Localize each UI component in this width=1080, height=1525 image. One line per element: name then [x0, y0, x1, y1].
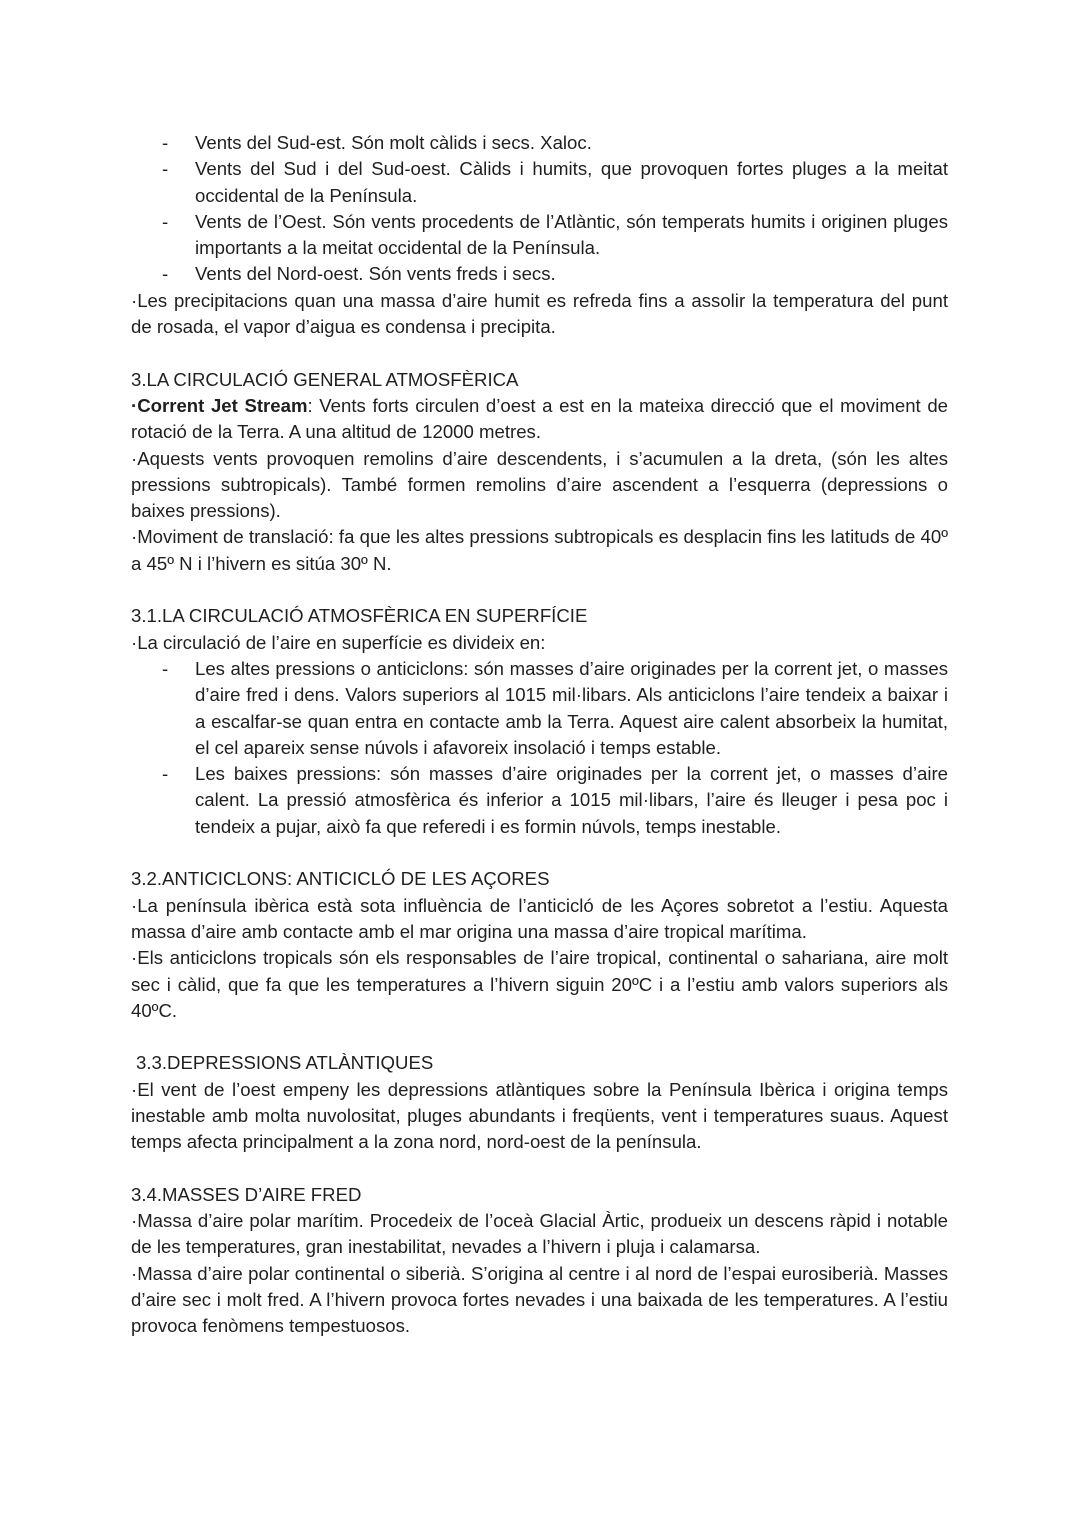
list-item: - Les altes pressions o anticiclons: són masses d’aire originades per la corrent jet, o masses d’aire fred i dens. Valors superiors al 1015 mil·libars. Als anticiclons l’aire tendeix a baixar i a escalfar-se quan entra en contacte amb la Terra. Aquest aire calent absorbeix la humitat, el cel apareix sense núvols i afavoreix insolació i temps estable. [131, 656, 948, 761]
section-3-3-title: 3.3.DEPRESSIONS ATLÀNTIQUES [136, 1052, 434, 1074]
section-3-1-intro: ·La circulació de l’aire en superfície es divideix en: [131, 631, 546, 653]
jet-stream-term: ·Corrent Jet Stream [131, 394, 308, 416]
list-item: - Vents del Sud-est. Són molt càlids i secs. Xaloc. [131, 130, 948, 156]
section-3-paragraph: ·Moviment de translació: fa que les altes pressions subtropicals es desplacin fins les latituds de 40º a 45º N i l’hivern es sitúa 30º N. [131, 526, 948, 574]
jet-stream-paragraph [131, 393, 948, 446]
section-3-1-title: 3.1.LA CIRCULACIÓ ATMOSFÈRICA EN SUPERFÍCIE [131, 605, 588, 627]
section-3-paragraph: ·Aquests vents provoquen remolins d’aire descendents, i s’acumulen a la dreta, (són les altes pressions subtropicals). També formen remolins d’aire ascendent a l’esquerra (depressions o baixes pressions). [131, 447, 948, 522]
section-3-3-paragraph: ·El vent de l’oest empeny les depressions atlàntiques sobre la Península Ibèrica i origina temps inestable amb molta nuvolositat, pluges abundants i freqüents, vent i temperatures suaus. Aquest temps afecta principalment a la zona nord, nord-oest de la península. [131, 1078, 948, 1153]
pressure-list [131, 656, 948, 840]
winds-list [131, 130, 948, 288]
section-3-2-title: 3.2.ANTICICLONS: ANTICICLÓ DE LES AÇORES [131, 868, 550, 890]
section-3-title: 3.LA CIRCULACIÓ GENERAL ATMOSFÈRICA [131, 368, 519, 390]
jet-stream-text: : Vents forts circulen d’oest a est en la mateixa direcció que el moviment de rotació de la Terra. A una altitud de 12000 metres. [131, 394, 949, 443]
list-item: - Vents del Sud i del Sud-oest. Càlids i humits, que provoquen fortes pluges a la meitat occidental de la Península. [131, 156, 948, 209]
document-page [131, 130, 948, 1340]
section-3-4-title: 3.4.MASSES D’AIRE FRED [131, 1183, 362, 1205]
section-3-4-paragraph: ·Massa d’aire polar continental o siberià. S’origina al centre i al nord de l’espai eurosiberià. Masses d’aire sec i molt fred. A l’hivern provoca fortes nevades i una baixada de les temperatures. A l’estiu provoca fenòmens tempestuosos. [131, 1262, 948, 1337]
list-item: - Vents del Nord-oest. Són vents freds i secs. [131, 261, 948, 287]
list-item: - Vents de l’Oest. Són vents procedents de l’Atlàntic, són temperats humits i originen pluges importants a la meitat occidental de la Península. [131, 209, 948, 262]
section-3-2-paragraph: ·Els anticiclons tropicals són els responsables de l’aire tropical, continental o sahariana, aire molt sec i càlid, que fa que les temperatures a l’hivern siguin 20ºC i a l’estiu amb valors superiors als 40ºC. [131, 947, 948, 1021]
list-item: - Les baixes pressions: són masses d’aire originades per la corrent jet, o masses d’aire calent. La pressió atmosfèrica és inferior a 1015 mil·libars, l’aire és lleuger i pesa poc i tendeix a pujar, això fa que referedi i es formin núvols, temps inestable. [131, 761, 948, 840]
section-3-2-paragraph: ·La península ibèrica està sota influència de l’anticicló de les Açores sobretot a l’estiu. Aquesta massa d’aire amb contacte amb el mar origina una massa d’aire tropical marítima. [131, 894, 948, 942]
section-3-4-paragraph: ·Massa d’aire polar marítim. Procedeix de l’oceà Glacial Àrtic, produeix un descens ràpid i notable de les temperatures, gran inestabilitat, nevades a l’hivern i pluja i calamarsa. [131, 1210, 948, 1258]
precipitation-paragraph: ·Les precipitacions quan una massa d’aire humit es refreda fins a assolir la temperatura del punt de rosada, el vapor d’aigua es condensa i precipita. [131, 289, 948, 338]
